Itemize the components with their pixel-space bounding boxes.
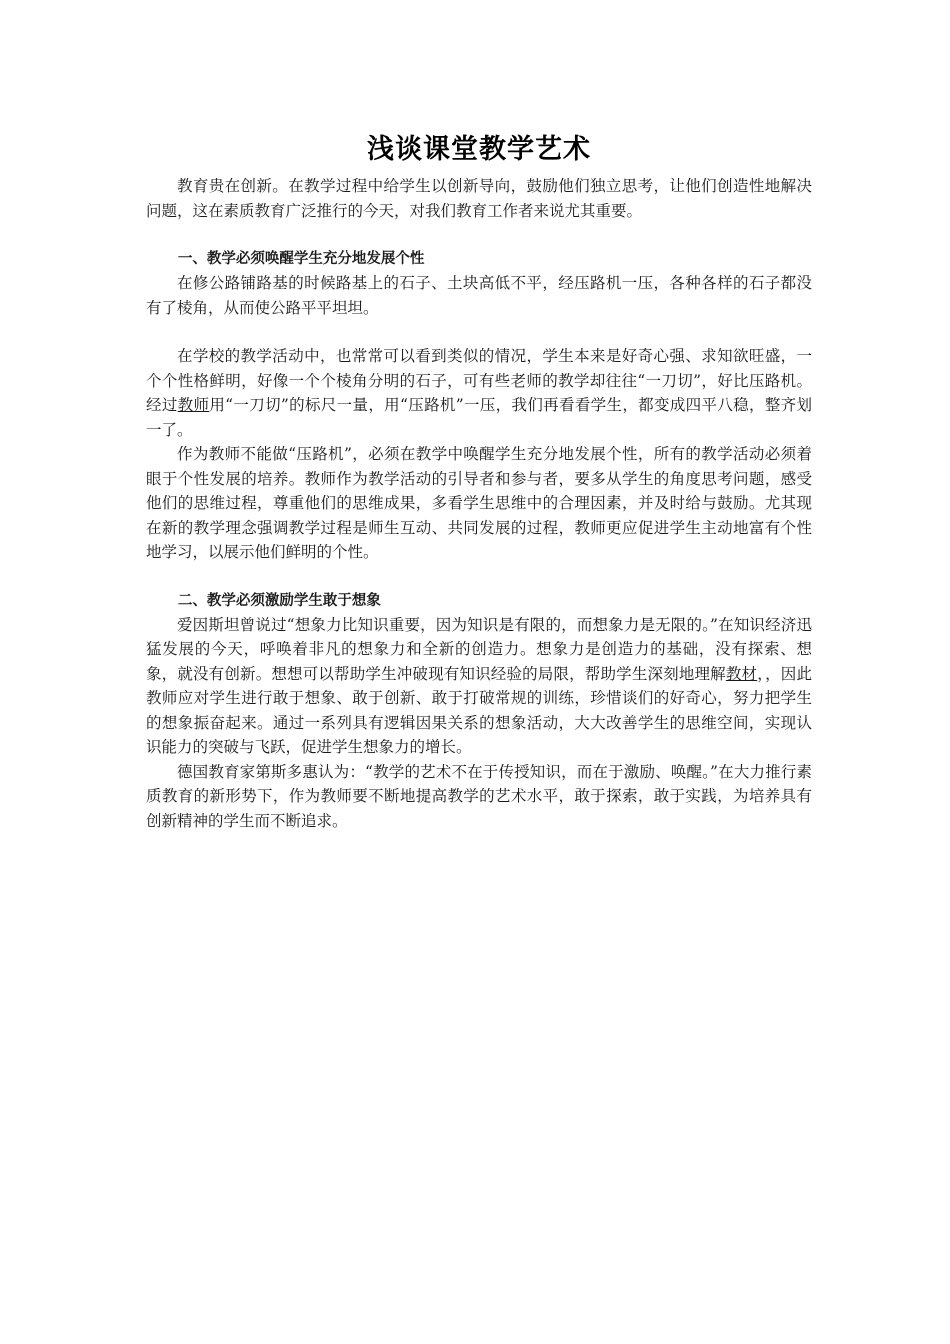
section1-paragraph-3: 作为教师不能做“压路机”，必须在教学中唤醒学生充分地发展个性，所有的教学活动必须着眼于个性发展的培养。教师作为教学活动的引导者和参与者，要多从学生的角度思考问题，感受他们的思维过程，尊重他们的思维成果，多看学生思维中的合理因素，并及时给与鼓励。尤其现在新的教学理念强调教学过程是师生互动、共同发展的过程，教师更应促进学生主动地富有个性地学习，以展示他们鲜明的个性。	[146, 445, 812, 561]
section2-paragraph-1	[146, 613, 812, 760]
section2-heading: 二、教学必须激励学生敢于想象	[177, 591, 381, 609]
intro-paragraph: 教育贵在创新。在教学过程中给学生以创新导向，鼓励他们独立思考，让他们创造性地解决问题，这在素质教育广泛推行的今天，对我们教育工作者来说尤其重要。	[146, 177, 812, 220]
textbook-link[interactable]: 教材	[725, 664, 758, 683]
teacher-link[interactable]: 教师	[177, 396, 210, 414]
document-title: 浅谈课堂教学艺术	[367, 134, 591, 165]
section1-paragraph-2-text-b: 用“一刀切”的标尺一量，用“压路机”一压，我们再看看学生，都变成四平八稳，整齐划一了。	[146, 396, 812, 439]
section1-paragraph-1: 在修公路铺路基的时候路基上的石子、土块高低不平，经压路机一压，各种各样的石子都没有了棱角，从而使公路平平坦坦。	[146, 274, 812, 317]
section1-paragraph-2	[146, 344, 812, 442]
section2-paragraph-2: 德国教育家第斯多惠认为：“教学的艺术不在于传授知识，而在于激励、唤醒。”在大力推行素质教育的新形势下，作为教师要不断地提高教学的艺术水平，敢于探索，敢于实践，为培养具有创新精神的学生而不断追求。	[146, 762, 812, 830]
section2-paragraph-1-text-b: ，，因此教师应对学生进行敢于想象、敢于创新、敢于打破常规的训练，珍惜谈们的好奇心，努力把学生的想象振奋起来。通过一系列具有逻辑因果关系的想象活动，大大改善学生的思维空间，实现认识能力的突破与飞跃，促进学生想象力的增长。	[146, 664, 812, 756]
section2-paragraph-1-text-a: 爱因斯坦曾说过“想象力比知识重要，因为知识是有限的，而想象力是无限的。”在知识经济迅猛发展的今天，呼唤着非凡的想象力和全新的创造力。想象力是创造力的基础，没有探索、想象，就没有创新。想想可以帮助学生冲破现有知识经验的局限，帮助学生深刻地理解	[146, 615, 812, 683]
section1-paragraph-2-text-a: 在学校的教学活动中，也常常可以看到类似的情况，学生本来是好奇心强、求知欲旺盛，一个个性格鲜明，好像一个个棱角分明的石子，可有些老师的教学却往往“一刀切”，好比压路机。经过	[146, 347, 812, 414]
section1-heading: 一、教学必须唤醒学生充分地发展个性	[177, 250, 425, 267]
document-page	[146, 130, 812, 833]
